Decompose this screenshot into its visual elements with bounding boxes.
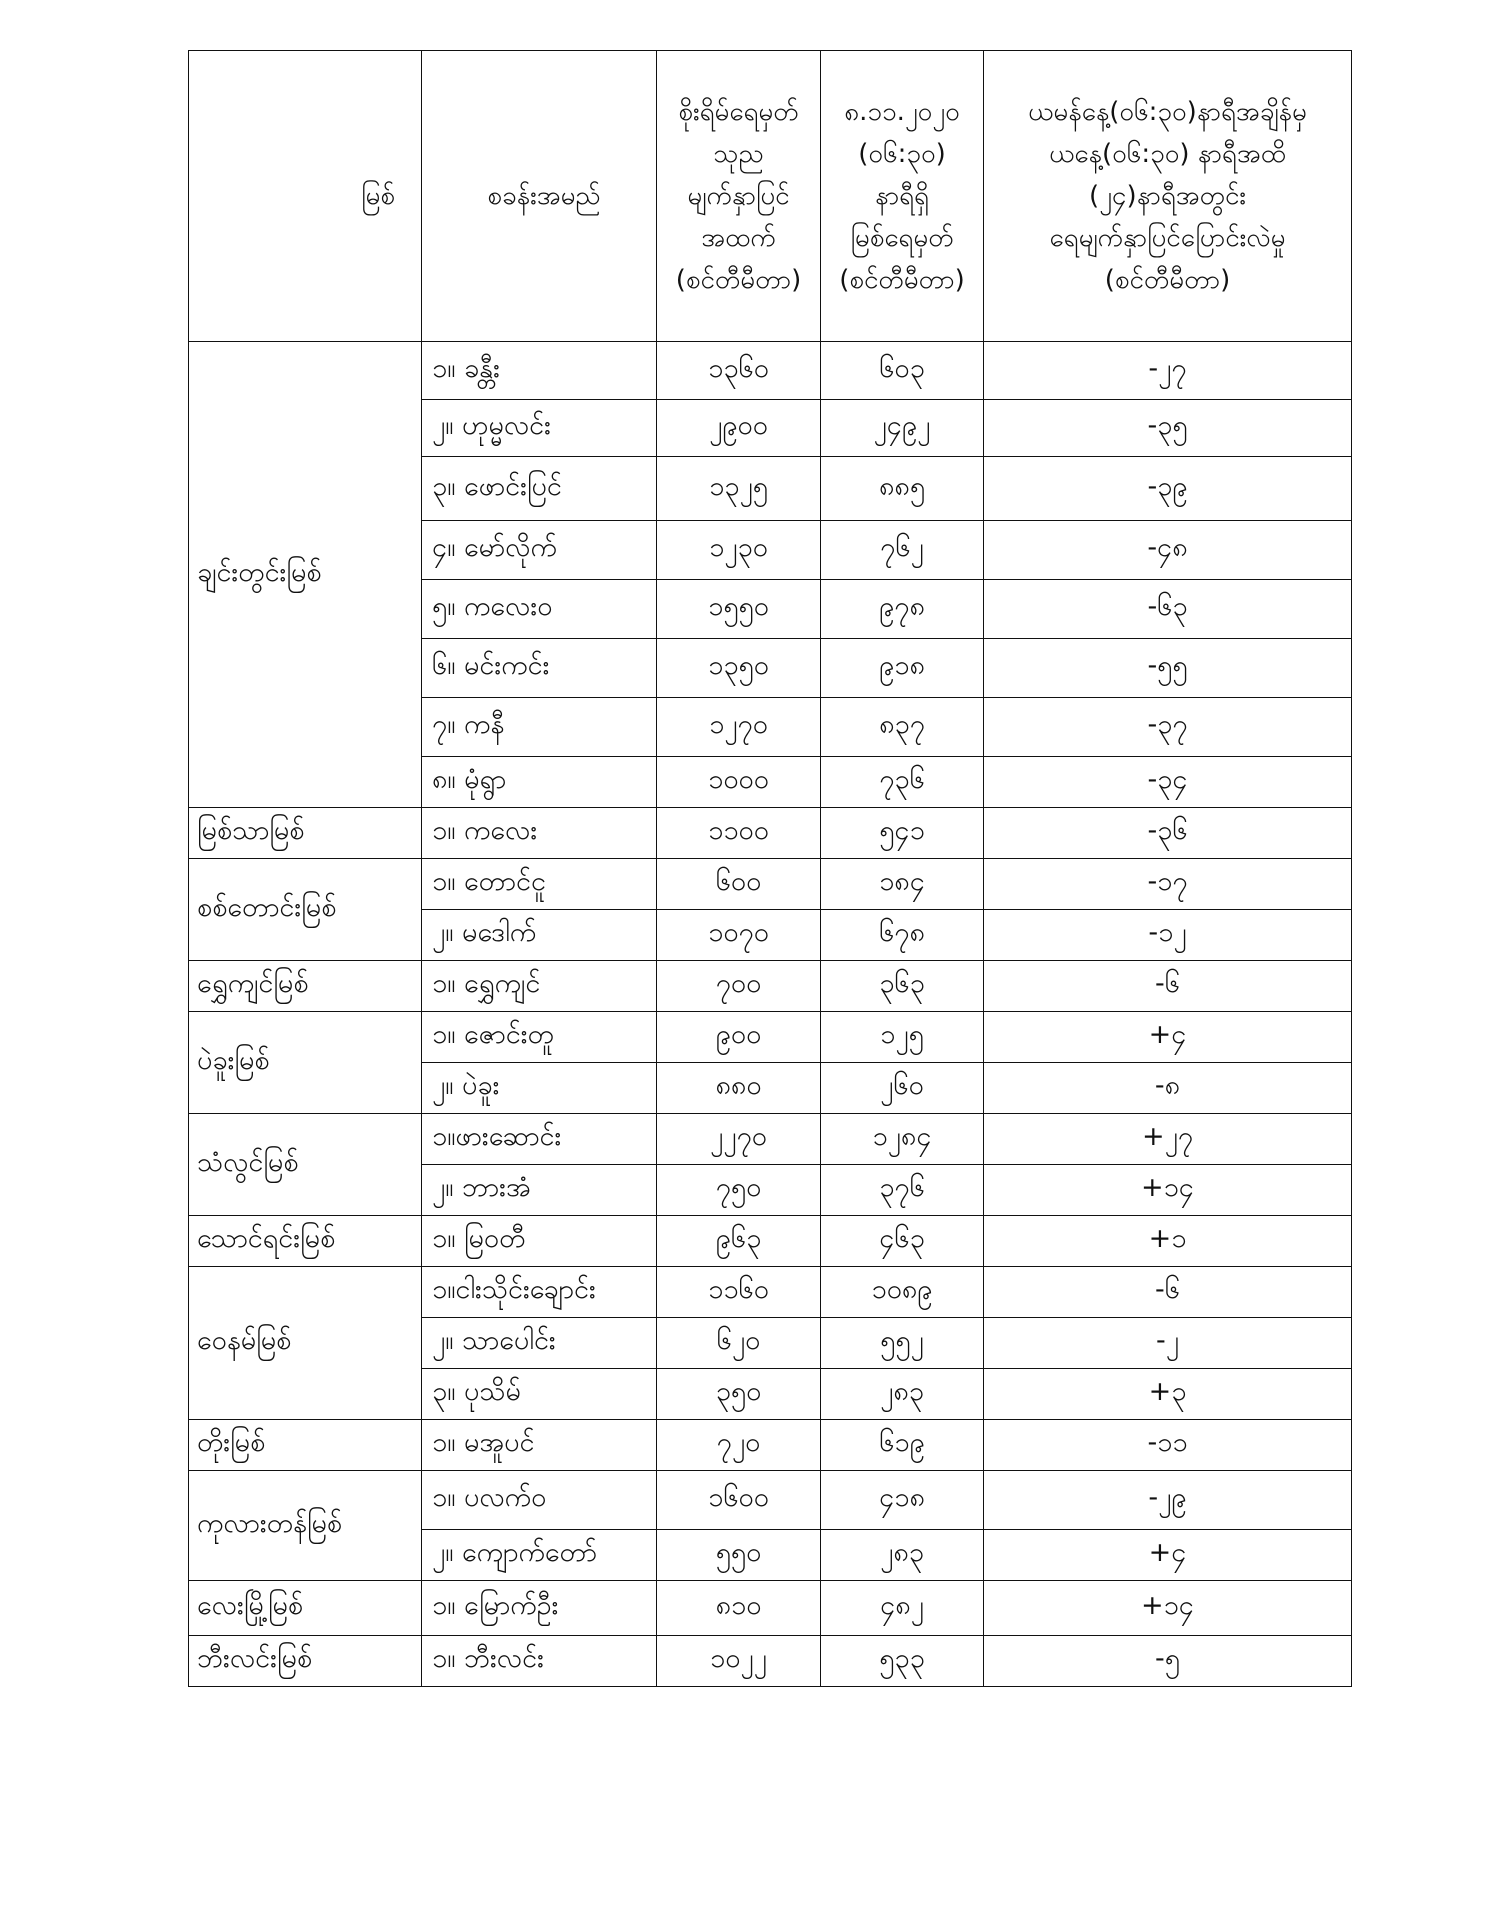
level-change-cell: -၃၇ xyxy=(984,698,1352,757)
level-change-cell: -၁၇ xyxy=(984,859,1352,910)
table-row xyxy=(189,1216,1352,1267)
header-station: စခန်းအမည် xyxy=(422,51,657,342)
danger-level-cell: ၂၂၇၀ xyxy=(657,1114,821,1165)
level-change-cell: -၂၇ xyxy=(984,342,1352,400)
header-danger-line-3: မျက်နှာပြင် xyxy=(687,181,790,211)
station-name-cell: ၁။ မြောက်ဦး xyxy=(422,1581,657,1636)
table-header-row xyxy=(189,51,1352,342)
table-row xyxy=(189,1114,1352,1165)
station-name-cell: ၃။ ဖောင်းပြင် xyxy=(422,457,657,521)
header-level-line-2: (၀၆:၃၀) xyxy=(858,139,946,169)
level-change-cell: -၁၂ xyxy=(984,910,1352,961)
header-change-line-5: (စင်တီမီတာ) xyxy=(1104,265,1231,295)
danger-level-cell: ၁၂၇၀ xyxy=(657,698,821,757)
level-change-cell: +၄ xyxy=(984,1530,1352,1581)
water-level-cell: ၁၂၈၄ xyxy=(821,1114,984,1165)
danger-level-cell: ၁၀၂၂ xyxy=(657,1636,821,1687)
header-danger-level xyxy=(657,51,821,342)
water-level-cell: ၈၃၇ xyxy=(821,698,984,757)
header-level-line-5: (စင်တီမီတာ) xyxy=(839,265,965,295)
station-name-cell: ၅။ ကလေးဝ xyxy=(422,580,657,639)
danger-level-cell: ၇၂၀ xyxy=(657,1420,821,1471)
station-name-cell: ၁။ မအူပင် xyxy=(422,1420,657,1471)
water-level-cell: ၇၃၆ xyxy=(821,757,984,808)
station-name-cell: ၆။ မင်းကင်း xyxy=(422,639,657,698)
header-change-line-1: ယမန်နေ့(၀၆:၃၀)နာရီအချိန်မှ xyxy=(1028,97,1307,127)
water-level-cell: ၄၆၃ xyxy=(821,1216,984,1267)
table-row xyxy=(189,808,1352,859)
station-name-cell: ၁။ငါးသိုင်းချောင်း xyxy=(422,1267,657,1318)
danger-level-cell: ၉၀၀ xyxy=(657,1012,821,1063)
danger-level-cell: ၂၉၀၀ xyxy=(657,400,821,457)
danger-level-cell: ၁၃၂၅ xyxy=(657,457,821,521)
station-name-cell: ၁။ဖားဆောင်း xyxy=(422,1114,657,1165)
table-row xyxy=(189,1471,1352,1530)
table-row xyxy=(189,961,1352,1012)
danger-level-cell: ၁၂၃၀ xyxy=(657,521,821,580)
table-row xyxy=(189,342,1352,400)
level-change-cell: -၅ xyxy=(984,1636,1352,1687)
river-name-cell: တိုးမြစ် xyxy=(189,1420,422,1471)
header-danger-line-2: သုည xyxy=(713,139,764,169)
level-change-cell: -၃၄ xyxy=(984,757,1352,808)
station-name-cell: ၂။ ဟုမ္မလင်း xyxy=(422,400,657,457)
station-name-cell: ၈။ မုံရွာ xyxy=(422,757,657,808)
station-name-cell: ၂။ ဘားအံ xyxy=(422,1165,657,1216)
river-name-cell: မြစ်သာမြစ် xyxy=(189,808,422,859)
header-change-line-4: ရေမျက်နှာပြင်ပြောင်းလဲမှု xyxy=(1049,223,1286,253)
header-level-line-4: မြစ်ရေမှတ် xyxy=(850,223,954,253)
header-danger-line-1: စိုးရိမ်ရေမှတ် xyxy=(678,97,799,127)
water-level-cell: ၆၁၉ xyxy=(821,1420,984,1471)
water-level-cell: ၅၃၃ xyxy=(821,1636,984,1687)
header-change xyxy=(984,51,1352,342)
header-level-line-3: နာရီရှိ xyxy=(874,181,929,211)
danger-level-cell: ၇၀၀ xyxy=(657,961,821,1012)
header-danger-line-4: အထက် xyxy=(701,223,776,253)
danger-level-cell: ၁၁၀၀ xyxy=(657,808,821,859)
level-change-cell: -၄၈ xyxy=(984,521,1352,580)
station-name-cell: ၂။ ပဲခူး xyxy=(422,1063,657,1114)
river-water-level-table xyxy=(188,50,1352,1687)
water-level-cell: ၅၅၂ xyxy=(821,1318,984,1369)
level-change-cell: -၂၉ xyxy=(984,1471,1352,1530)
header-river: မြစ် xyxy=(189,51,422,342)
table-row xyxy=(189,1267,1352,1318)
level-change-cell: +၁၄ xyxy=(984,1165,1352,1216)
station-name-cell: ၁။ ဇောင်းတူ xyxy=(422,1012,657,1063)
level-change-cell: -၆ xyxy=(984,961,1352,1012)
level-change-cell: -၂ xyxy=(984,1318,1352,1369)
danger-level-cell: ၁၀၀၀ xyxy=(657,757,821,808)
water-level-cell: ၆၀၃ xyxy=(821,342,984,400)
level-change-cell: -၈ xyxy=(984,1063,1352,1114)
station-name-cell: ၂။ မဒေါက် xyxy=(422,910,657,961)
header-water-level xyxy=(821,51,984,342)
level-change-cell: -၅၅ xyxy=(984,639,1352,698)
water-level-cell: ၃၇၆ xyxy=(821,1165,984,1216)
danger-level-cell: ၅၅၀ xyxy=(657,1530,821,1581)
table-row xyxy=(189,1420,1352,1471)
header-change-line-2: ယနေ့(၀၆:၃၀) နာရီအထိ xyxy=(1049,139,1286,169)
danger-level-cell: ၁၀၇၀ xyxy=(657,910,821,961)
water-level-cell: ၂၈၃ xyxy=(821,1530,984,1581)
table-row xyxy=(189,1012,1352,1063)
water-level-cell: ၆၇၈ xyxy=(821,910,984,961)
station-name-cell: ၁။ ကလေး xyxy=(422,808,657,859)
river-name-cell: လေးမြို့မြစ် xyxy=(189,1581,422,1636)
river-name-cell: ကုလားတန်မြစ် xyxy=(189,1471,422,1581)
station-name-cell: ၁။ ပလက်ဝ xyxy=(422,1471,657,1530)
level-change-cell: -၃၉ xyxy=(984,457,1352,521)
level-change-cell: -၆၃ xyxy=(984,580,1352,639)
water-level-cell: ၇၆၂ xyxy=(821,521,984,580)
water-level-cell: ၅၄၁ xyxy=(821,808,984,859)
station-name-cell: ၂။ ကျောက်တော် xyxy=(422,1530,657,1581)
water-level-cell: ၈၈၅ xyxy=(821,457,984,521)
danger-level-cell: ၆၀၀ xyxy=(657,859,821,910)
water-level-cell: ၉၁၈ xyxy=(821,639,984,698)
river-name-cell: သောင်ရင်းမြစ် xyxy=(189,1216,422,1267)
level-change-cell: +၁၄ xyxy=(984,1581,1352,1636)
water-level-cell: ၁၂၅ xyxy=(821,1012,984,1063)
water-level-cell: ၂၆၀ xyxy=(821,1063,984,1114)
header-change-line-3: (၂၄)နာရီအတွင်း xyxy=(1089,181,1246,211)
water-level-cell: ၉၇၈ xyxy=(821,580,984,639)
danger-level-cell: ၃၅၀ xyxy=(657,1369,821,1420)
level-change-cell: -၆ xyxy=(984,1267,1352,1318)
station-name-cell: ၄။ မော်လိုက် xyxy=(422,521,657,580)
level-change-cell: -၃၅ xyxy=(984,400,1352,457)
station-name-cell: ၁။ ခန္တီး xyxy=(422,342,657,400)
danger-level-cell: ၉၆၃ xyxy=(657,1216,821,1267)
level-change-cell: +၄ xyxy=(984,1012,1352,1063)
river-name-cell: ချင်းတွင်းမြစ် xyxy=(189,342,422,808)
table-row xyxy=(189,859,1352,910)
danger-level-cell: ၁၅၅၀ xyxy=(657,580,821,639)
river-name-cell: ရွှေကျင်မြစ် xyxy=(189,961,422,1012)
station-name-cell: ၁။ ရွှေကျင် xyxy=(422,961,657,1012)
river-name-cell: သံလွင်မြစ် xyxy=(189,1114,422,1216)
danger-level-cell: ၁၁၆၀ xyxy=(657,1267,821,1318)
danger-level-cell: ၈၈၀ xyxy=(657,1063,821,1114)
level-change-cell: +၂၇ xyxy=(984,1114,1352,1165)
station-name-cell: ၂။ သာပေါင်း xyxy=(422,1318,657,1369)
table-row xyxy=(189,1636,1352,1687)
station-name-cell: ၇။ ကနီ xyxy=(422,698,657,757)
water-level-cell: ၂၄၉၂ xyxy=(821,400,984,457)
water-level-cell: ၁၀၈၉ xyxy=(821,1267,984,1318)
water-level-cell: ၂၈၃ xyxy=(821,1369,984,1420)
river-name-cell: ဘီးလင်းမြစ် xyxy=(189,1636,422,1687)
danger-level-cell: ၁၆၀၀ xyxy=(657,1471,821,1530)
level-change-cell: -၃၆ xyxy=(984,808,1352,859)
water-level-cell: ၃၆၃ xyxy=(821,961,984,1012)
danger-level-cell: ၈၁၀ xyxy=(657,1581,821,1636)
water-level-cell: ၄၁၈ xyxy=(821,1471,984,1530)
table-body xyxy=(189,342,1352,1687)
station-name-cell: ၃။ ပုသိမ် xyxy=(422,1369,657,1420)
water-level-cell: ၁၈၄ xyxy=(821,859,984,910)
station-name-cell: ၁။ မြဝတီ xyxy=(422,1216,657,1267)
station-name-cell: ၁။ တောင်ငူ xyxy=(422,859,657,910)
danger-level-cell: ၁၃၆၀ xyxy=(657,342,821,400)
water-level-cell: ၄၈၂ xyxy=(821,1581,984,1636)
level-change-cell: +၃ xyxy=(984,1369,1352,1420)
level-change-cell: +၁ xyxy=(984,1216,1352,1267)
station-name-cell: ၁။ ဘီးလင်း xyxy=(422,1636,657,1687)
danger-level-cell: ၁၃၅၀ xyxy=(657,639,821,698)
level-change-cell: -၁၁ xyxy=(984,1420,1352,1471)
danger-level-cell: ၇၅၀ xyxy=(657,1165,821,1216)
river-name-cell: စစ်တောင်းမြစ် xyxy=(189,859,422,961)
river-name-cell: ဝေနမ်မြစ် xyxy=(189,1267,422,1420)
header-danger-line-5: (စင်တီမီတာ) xyxy=(675,265,802,295)
header-level-line-1: ၈.၁၁.၂၀၂၀ xyxy=(844,97,960,127)
river-name-cell: ပဲခူးမြစ် xyxy=(189,1012,422,1114)
table-row xyxy=(189,1581,1352,1636)
danger-level-cell: ၆၂၀ xyxy=(657,1318,821,1369)
